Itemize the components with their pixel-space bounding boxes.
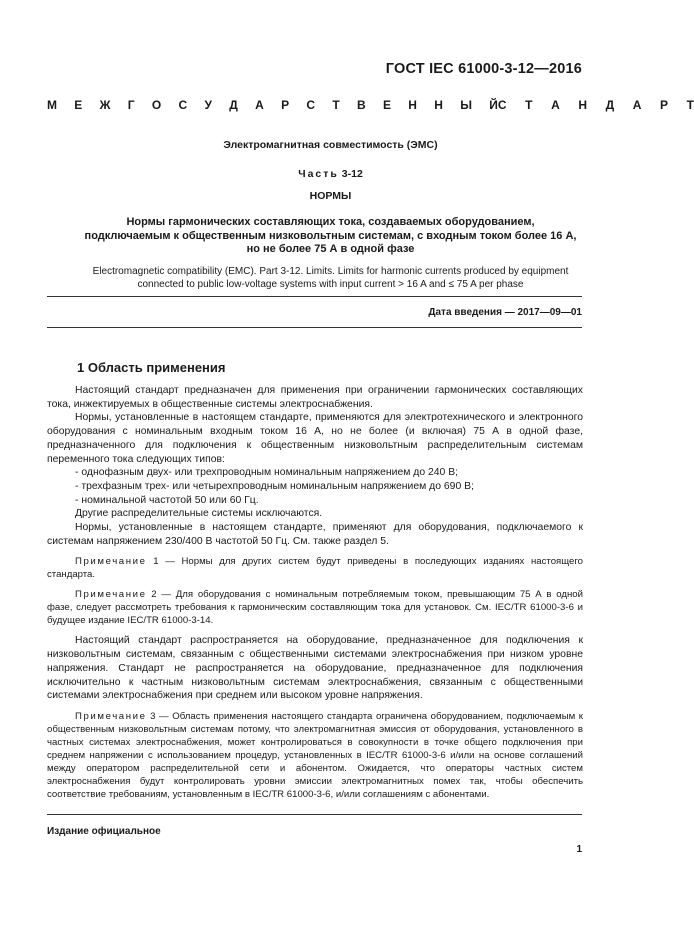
russian-title-line: но не более 75 А в одной фазе <box>246 243 415 255</box>
divider-bottom <box>47 327 582 328</box>
paragraph: Настоящий стандарт распространяется на оборудование, предназначенное для подключения к низковольтным системам, связанным с общественными системами электроснабжения при низком уровне напряжения. Стандарт не распространяется на оборудование, предназначенное для подключения исключительно к частным низковольтным системам электроснабжения, связанным с общественными системами электроснабжения при среднем или высоком уровне напряжения. <box>47 635 583 702</box>
note-label: Примечание <box>75 589 147 601</box>
note-2 <box>47 588 583 627</box>
part-prefix: Часть <box>298 168 339 180</box>
paragraph: Нормы, установленные в настоящем стандарте, применяют для оборудования, подключаемого к системам напряжением 230/400 В частотой 50 Гц. См. также раздел 5. <box>47 522 583 547</box>
footer-divider <box>47 814 582 815</box>
note-label: Примечание <box>75 710 147 722</box>
note-label: Примечание <box>75 556 147 568</box>
part-label <box>60 168 601 180</box>
official-edition-label: Издание официальное <box>47 826 161 837</box>
introduction-date: Дата введения — 2017—09—01 <box>428 307 582 318</box>
standard-type-banner <box>47 98 694 112</box>
divider-top <box>47 296 582 297</box>
list-item: - номинальной частотой 50 или 60 Гц. <box>75 494 259 506</box>
banner-word-standard: С Т А Н Д А Р Т <box>497 98 694 112</box>
english-title <box>60 265 601 291</box>
note-text: 2 — Для оборудования с номинальным потребляемым током, превышающим 75 А в одной фазе, следует рассмотреть требования к гармоническим составляющим тока для установок. См. IEC/TR 61000-3-6 и будущее издание IEC/TR 61000-3-14. <box>47 589 583 627</box>
russian-title <box>60 216 601 257</box>
part-number: 3-12 <box>338 168 363 180</box>
note-1 <box>47 555 583 581</box>
banner-word-interstate: М Е Ж Г О С У Д А Р С Т В Е Н Н Ы Й <box>47 98 498 112</box>
note-text: 1 — Нормы для других систем будут приведены в последующих изданиях настоящего стандарта. <box>47 556 583 581</box>
paragraph: Другие распределительные системы исключаются. <box>75 508 323 520</box>
page-number: 1 <box>576 844 582 855</box>
norms-heading: НОРМЫ <box>309 190 352 202</box>
english-title-line: Electromagnetic compatibility (EMC). Part 3-12. Limits. Limits for harmonic currents produced by equipment <box>92 266 569 277</box>
list-item: - трехфазным трех- или четырехпроводным номинальным напряжением до 690 В; <box>75 480 474 492</box>
list-item: - однофазным двух- или трехпроводным номинальным напряжением до 240 В; <box>75 467 459 479</box>
paragraph: Настоящий стандарт предназначен для применения при ограничении гармонических составляющих тока, инжектируемых в общественные системы электроснабжения. <box>47 385 583 410</box>
standard-number: ГОСТ IEC 61000-3-12—2016 <box>385 61 582 77</box>
paragraph: Нормы, установленные в настоящем стандарте, применяются для электротехнического и электронного оборудования с номинальным входным током 16 А, но не более (и включая) 75 А в одной фазе, предназначенного для подключения к общественным низковольтным распределительным системам переменного тока следующих типов: <box>47 412 583 465</box>
section-heading: 1 Область применения <box>77 360 226 375</box>
russian-title-line: Нормы гармонических составляющих тока, создаваемых оборудованием, <box>126 216 535 228</box>
note-text: 3 — Область применения настоящего стандарта ограничена оборудованием, подключаемым к общественным низковольтным системам потому, что электромагнитная эмиссия от оборудования, установленного в частных системах электроснабжения, может контролироваться в совокупности в точке общего подключения при среднем напряжении с использованием процедур, установленных в IEC/TR 61000-3-6 и/или на основе соглашений между оператором распределительной сети и абонентом. Ожидается, что операторы частных систем электроснабжения будут контролировать уровни эмиссии электромагнитных помех так, чтобы обеспечить соответствие требованиям, установленным в IEC/TR 61000-3-6, и/или соглашениям с абонентами. <box>47 710 583 800</box>
series-title: Электромагнитная совместимость (ЭМС) <box>223 139 438 151</box>
body-text <box>47 384 583 801</box>
russian-title-line: подключаемым к общественным низковольтным системам, с входным током более 16 А, <box>84 229 577 242</box>
english-title-line: connected to public low-voltage systems with input current > 16 A and ≤ 75 A per phase <box>137 279 524 290</box>
note-3 <box>47 710 583 801</box>
